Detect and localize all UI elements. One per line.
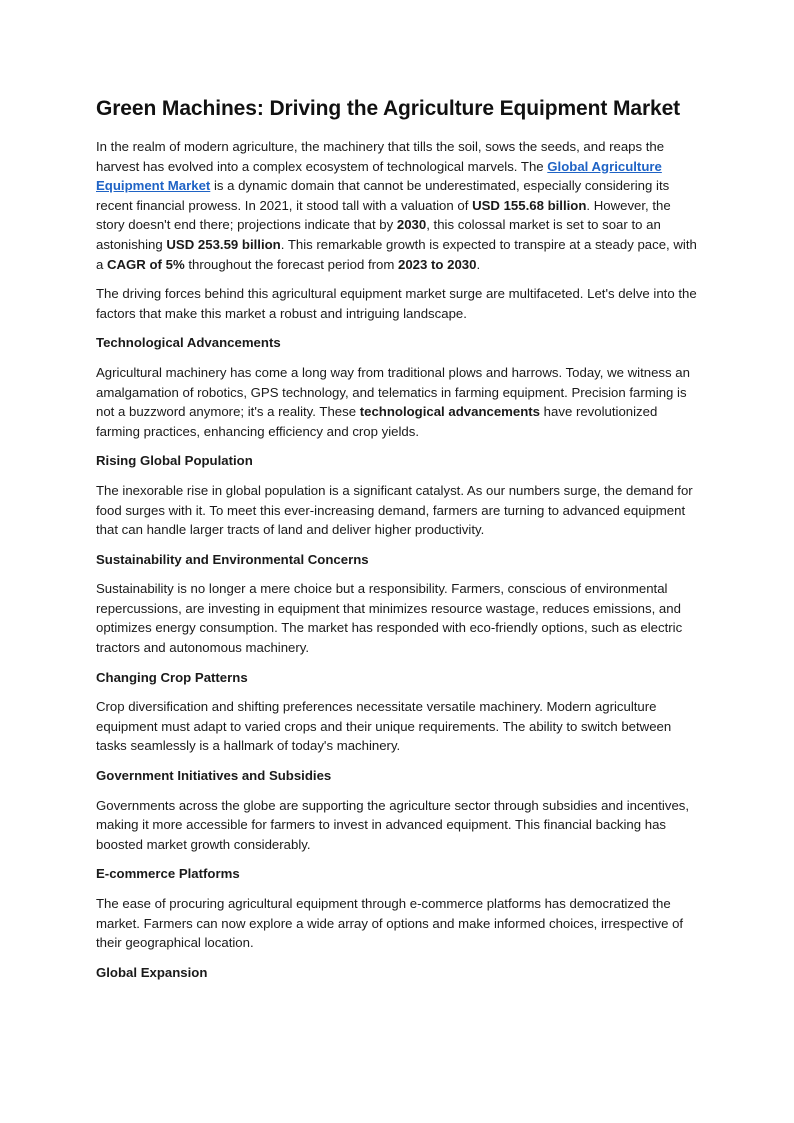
government-initiatives-paragraph: Governments across the globe are supporting the agriculture sector through subsidies and incentives, making it more accessible for farmers to invest in advanced equipment. This financial backing has boosted market growth considerably. [96,797,690,852]
intro-text: throughout the forecast period from [184,256,398,272]
page-title: Green Machines: Driving the Agriculture Equipment Market [96,97,681,120]
heading-rising-global-population: Rising Global Population [96,453,253,469]
ecommerce-platforms-paragraph: The ease of procuring agricultural equipment through e-commerce platforms has democratized the market. Farmers can now explore a wide array of options and make informed choices, irrespective of their geographical location. [96,896,684,951]
intro-paragraph [96,137,698,274]
intro-text: . [476,256,481,272]
heading-global-expansion: Global Expansion [96,964,208,980]
heading-changing-crop-patterns: Changing Crop Patterns [96,669,248,685]
forecast-year: 2030 [396,217,427,233]
intro-text: . This remarkable growth is expected to transpire at a steady pace, with a [96,236,697,272]
cagr-value: CAGR of 5% [107,256,185,272]
valuation-2030: USD 253.59 billion [166,236,281,252]
heading-technological-advancements: Technological Advancements [96,335,281,351]
forecast-period: 2023 to 2030 [398,256,477,272]
intro-text: , this colossal market is set to soar to an astonishing [96,217,661,252]
tech-text: have revolutionized farming practices, enhancing efficiency and crop yields. [96,404,658,439]
rising-global-population-paragraph: The inexorable rise in global population is a significant catalyst. As our numbers surge, the demand for food surges with it. To meet this ever-increasing demand, farmers are turning to advanced equipment that can handle larger tracts of land and deliver higher productivity. [96,482,693,538]
technological-advancements-paragraph [96,363,698,441]
document-page [96,94,698,992]
heading-ecommerce-platforms: E-commerce Platforms [96,866,240,882]
intro-text: . However, the story doesn't end there; projections indicate that by [96,197,671,233]
heading-government-initiatives: Government Initiatives and Subsidies [96,768,332,784]
tech-bold: technological advancements [359,404,541,420]
intro-text: is a dynamic domain that cannot be underestimated, especially considering its recent financial prowess. In 2021, it stood tall with a valuation of [96,178,670,213]
valuation-2021: USD 155.68 billion [472,197,587,213]
intro-text: In the realm of modern agriculture, the machinery that tills the soil, sows the seeds, and reaps the harvest has evolved into a complex ecosystem of technological marvels. The [96,139,665,174]
tech-text: Agricultural machinery has come a long way from traditional plows and harrows. Today, we witness an amalgamation of robotics, GPS technology, and telematics in farming equipment. Precision farming is not a buzzword anymore; it's a reality. These [96,364,690,420]
changing-crop-patterns-paragraph: Crop diversification and shifting preferences necessitate versatile machinery. Modern agriculture equipment must adapt to varied crops and their unique requirements. The ability to switch between tasks seamlessly is a hallmark of today's machinery. [96,699,672,754]
global-agriculture-equipment-market-link[interactable]: Global Agriculture Equipment Market [96,158,662,194]
heading-sustainability: Sustainability and Environmental Concerns [96,551,369,567]
sustainability-paragraph: Sustainability is no longer a mere choice but a responsibility. Farmers, conscious of environmental repercussions, are investing in equipment that minimizes resource wastage, reduces emissions, and optimizes energy consumption. The market has responded with eco-friendly options, such as electric tractors and autonomous machinery. [96,581,683,656]
driving-forces-paragraph: The driving forces behind this agricultural equipment market surge are multifaceted. Let's delve into the factors that make this market a robust and intriguing landscape. [96,286,697,321]
